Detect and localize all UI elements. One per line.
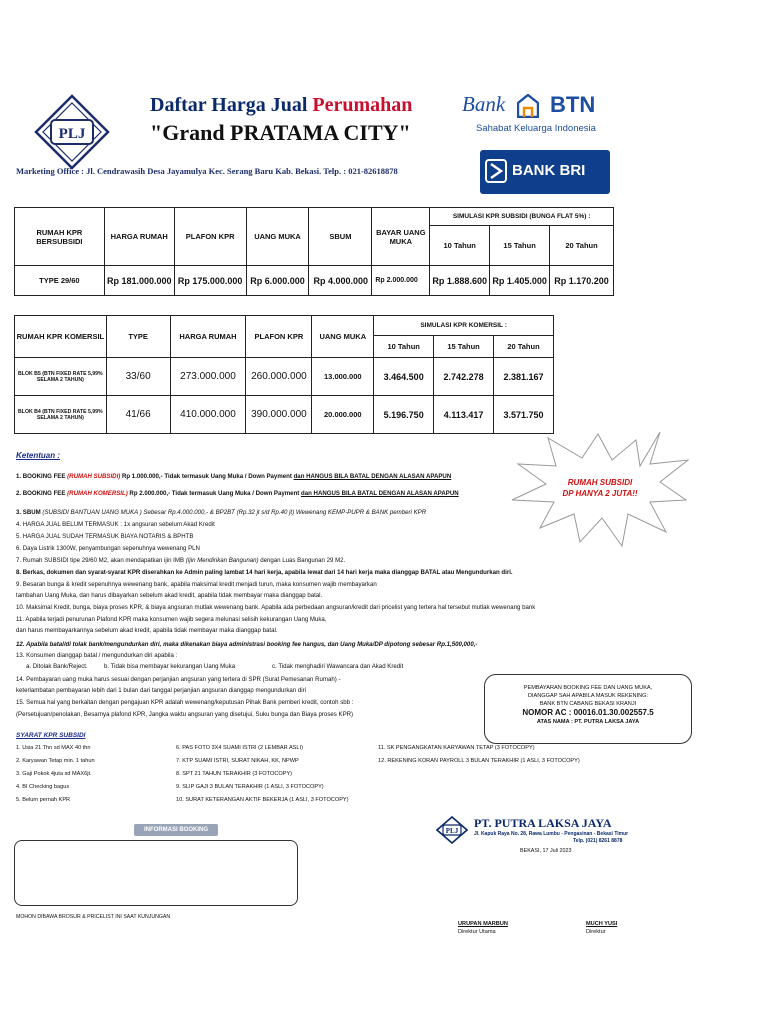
house-icon (517, 94, 539, 118)
ketentuan-item-13: 13. Konsumen dianggap batal / mengundurkan diri apabila : (16, 652, 178, 659)
ketentuan-title: Ketentuan : (16, 451, 60, 460)
ketentuan-item-8: 8. Berkas, dokumen dan syarat-syarat KPR diserahkan ke Admin paling lambat 14 hari kerja, apabila lewat dari 14 hari kerja maka dianggap BATAL atau Mengundurkan diri. (16, 569, 513, 576)
syarat-item: 4. BI Checking bagus (16, 784, 70, 790)
ketentuan-item-13c: c. Tidak menghadiri Wawancara dan Akad Kredit (272, 663, 404, 670)
syarat-item: 5. Belum pernah KPR (16, 797, 71, 803)
project-name: "Grand PRATAMA CITY" (150, 120, 411, 145)
footnote: MOHON DIBAWA BROSUR & PRICELIST INI SAAT KUNJUNGAN (16, 914, 171, 920)
header-uang-muka: UANG MUKA (246, 208, 309, 266)
header-type: TYPE (106, 316, 170, 358)
ketentuan-item-12: 12. Apabila batal/di tolak bank/mengundurkan diri, maka dikenakan biaya administrasi booking fee hangus, dan Uang Muka/DP dipotong sebesar Rp.1,500,000,- (16, 641, 478, 648)
company-name: PT. PUTRA LAKSA JAYA (474, 816, 612, 830)
ketentuan-item-9b: tambahan Uang Muka, dan harus dibayarkan sebelum akad kredit, apabila tidak membayar maka dianggap batal. (16, 592, 323, 599)
btn-name: BTN (550, 92, 596, 117)
komersil-sim-20: 3.571.750 (494, 396, 554, 434)
header-uang-muka-komersil: UANG MUKA (312, 316, 374, 358)
company-address: Jl. Kapuk Raya No. 28, Rawa Lumbu - Pengasinan - Bekasi Timur (474, 831, 629, 837)
header-simulasi-komersil: SIMULASI KPR KOMERSIL : (374, 316, 554, 336)
komersil-sim-20: 2.381.167 (494, 358, 554, 396)
payment-info-box (484, 674, 692, 744)
subsidi-sim-20: Rp 1.170.200 (550, 266, 614, 296)
company-logo-text: PLJ (445, 827, 459, 835)
header-rumah-subsidi: RUMAH KPR BERSUBSIDI (15, 208, 105, 266)
ketentuan-item-7: 7. Rumah SUBSIDI tipe 29/60 M2, akan mendapatkan ijin IMB (Ijin Mendirikan Bangunan) dengan Luas Bangunan 29 M2. (16, 557, 346, 564)
ketentuan-item-10: 10. Maksimal Kredit, bunga, biaya proses KPR, & biaya angsuran mutlak wewenang bank. Apabila ada perbedaan angsuran/kredit dari pricelist yang tertera hal tersebut mutlak wewenang bank (16, 604, 536, 611)
signer-1-name: URUPAN MARBUN (458, 921, 508, 927)
ketentuan-item-3: 3. SBUM (SUBSIDI BANTUAN UANG MUKA ) Sebesar Rp.4.000.000,- & BP2BT (Rp.32 jt s/d Rp.40 jt) Wewenang KEMP-PUPR & BANK pemberi KPR (16, 509, 427, 516)
syarat-item: 7. KTP SUAMI ISTRI, SURAT NIKAH, KK, NPWP (176, 758, 299, 764)
subsidi-type: TYPE 29/60 (15, 266, 105, 296)
ketentuan-item-6: 6. Daya Listrik 1300W, penyambungan sepenuhnya wewenang PLN (16, 545, 200, 552)
tenor-20: 20 Tahun (550, 226, 614, 266)
tenor-15: 15 Tahun (490, 226, 550, 266)
syarat-item: 2. Karyawan Tetap min. 1 tahun (16, 758, 95, 764)
ketentuan-item-11a: 11. Apabila terjadi penurunan Plafond KPR maka konsumen wajib segera melunasi selisih kekurangan Uang Muka, (16, 616, 327, 623)
company-logo (436, 816, 468, 844)
komersil-tenor-20: 20 Tahun (494, 336, 554, 358)
promo-line-2: DP HANYA 2 JUTA!! (562, 489, 638, 498)
komersil-uang-muka: 20.000.000 (312, 396, 374, 434)
syarat-item: 11. SK PENGANGKATAN KARYAWAN TETAP (3 FOTOCOPY) (378, 745, 535, 751)
komersil-table (14, 315, 554, 434)
ketentuan-item-2: 2. BOOKING FEE (RUMAH KOMERSIL) Rp 2.000.000,- Tidak termasuk Uang Muka / Down Payment dan HANGUS BILA BATAL DENGAN ALASAN APAPUN (16, 490, 459, 497)
ketentuan-item-14a: 14. Pembayaran uang muka harus sesuai dengan perjanjian angsuran yang tertera di SPR (Surat Pemesanan Rumah) - (16, 676, 341, 683)
subsidi-harga: Rp 181.000.000 (104, 266, 174, 296)
ketentuan-item-1: 1. BOOKING FEE (RUMAH SUBSIDI) Rp 1.000.000,- Tidak termasuk Uang Muka / Down Payment dan HANGUS BILA BATAL DENGAN ALASAN APAPUN (16, 473, 452, 480)
subsidi-sim-15: Rp 1.405.000 (490, 266, 550, 296)
btn-tagline: Sahabat Keluarga Indonesia (476, 123, 596, 134)
komersil-tenor-10: 10 Tahun (374, 336, 434, 358)
header-harga-rumah: HARGA RUMAH (104, 208, 174, 266)
komersil-sim-15: 2.742.278 (434, 358, 494, 396)
syarat-item: 9. SLIP GAJI 3 BULAN TERAKHIR (1 ASLI, 3 FOTOCOPY) (176, 784, 324, 790)
header-sbum: SBUM (309, 208, 372, 266)
ketentuan-item-15a: 15. Semua hal yang berkaitan dengan pengajuan KPR adalah wewenang/keputusan Pihak Bank pemberi kredit, contoh sbb : (16, 699, 354, 706)
payment-account-name: ATAS NAMA : PT. PUTRA LAKSA JAYA (536, 719, 640, 725)
syarat-item: 8. SPT 21 TAHUN TERAKHIR (3 FOTOCOPY) (176, 771, 293, 777)
komersil-plafon: 390.000.000 (246, 396, 312, 434)
header-rumah-komersil: RUMAH KPR KOMERSIL (15, 316, 107, 358)
promo-line-1: RUMAH SUBSIDI (567, 478, 633, 487)
page-title (150, 94, 412, 117)
ketentuan-item-4: 4. HARGA JUAL BELUM TERMASUK : 1x angsuran sebelum Akad Kredit (16, 521, 215, 528)
subsidi-bayar: Rp 2.000.000 (372, 266, 430, 296)
komersil-harga: 410.000.000 (170, 396, 246, 434)
header-simulasi-subsidi: SIMULASI KPR SUBSIDI (BUNGA FLAT 5%) : (430, 208, 614, 226)
signer-2-name: MUCH YUSI (586, 921, 618, 927)
title-highlight: Perumahan (312, 94, 413, 116)
tenor-10: 10 Tahun (430, 226, 490, 266)
payment-line-2: DIANGGAP SAH APABILA MASUK REKENING: (527, 693, 649, 699)
komersil-type: 41/66 (106, 396, 170, 434)
btn-logo (462, 92, 612, 140)
company-telp: Telp. (021) 8261 8878 (573, 838, 623, 844)
bri-name: BANK BRI (512, 162, 586, 179)
syarat-item: 3. Gaji Pokok 4juta sd MAX6jt. (16, 771, 92, 777)
header-harga-rumah-komersil: HARGA RUMAH (170, 316, 246, 358)
promo-text (540, 477, 660, 499)
marketing-office: Marketing Office : Jl. Cendrawasih Desa Jayamulya Kec. Serang Baru Kab. Bekasi. Telp. : 021-82618878 (16, 166, 398, 176)
plj-logo-text: PLJ (58, 126, 86, 142)
komersil-plafon: 260.000.000 (246, 358, 312, 396)
signer-1-role: Direktur Utama (458, 929, 496, 935)
plj-logo (34, 94, 110, 170)
ketentuan-item-11b: dan harus membayarkannya sebelum akad kredit, apabila tidak membayar maka dianggap batal. (16, 627, 278, 634)
syarat-item: 6. PAS FOTO 3X4 SUAMI ISTRI (2 LEMBAR ASLI) (176, 745, 303, 751)
ketentuan-item-13b: b. Tidak bisa membayar kekurangan Uang Muka (104, 663, 236, 670)
syarat-item: 12. REKENING KORAN PAYROLL 3 BULAN TERAKHIR (1 ASLI, 3 FOTOCOPY) (378, 758, 580, 764)
subsidi-uang-muka: Rp 6.000.000 (246, 266, 309, 296)
subsidi-sim-10: Rp 1.888.600 (430, 266, 490, 296)
ketentuan-item-14b: keterlambatan pembayaran lebih dari 1 bulan dari tanggal perjanjian angsuran dianggap mengundurkan diri (16, 687, 306, 694)
ketentuan-item-9a: 9. Besaran bunga & kredit sepenuhnya wewenang bank, apabila maksimal kredit menjadi turun, maka konsumen wajib membayarkan (16, 581, 377, 588)
subsidi-plafon: Rp 175.000.000 (174, 266, 246, 296)
komersil-uang-muka: 13.000.000 (312, 358, 374, 396)
komersil-tenor-15: 15 Tahun (434, 336, 494, 358)
header-plafon-kpr-komersil: PLAFON KPR (246, 316, 312, 358)
komersil-sim-10: 3.464.500 (374, 358, 434, 396)
ketentuan-item-5: 5. HARGA JUAL SUDAH TERMASUK BIAYA NOTARIS & BPHTB (16, 533, 194, 540)
header-plafon-kpr: PLAFON KPR (174, 208, 246, 266)
ketentuan-item-13a: a. Ditolak Bank/Reject. (26, 663, 88, 670)
syarat-item: 10. SURAT KETERANGAN AKTIF BEKERJA (1 ASLI, 3 FOTOCOPY) (176, 797, 349, 803)
payment-line-1: PEMBAYARAN BOOKING FEE DAN UANG MUKA, (523, 685, 653, 691)
header-bayar-uang-muka: BAYAR UANG MUKA (372, 208, 430, 266)
syarat-item: 1. Usia 21 Thn sd MAX 40 thn (16, 745, 91, 751)
ketentuan-item-15b: (Persetujuan/penolakan, Besarnya plafond KPR, Jangka waktu angsuran yang disetujui, Suku bunga dan Biaya proses KPR) (16, 711, 354, 718)
payment-line-3: BANK BTN CABANG BEKASI KRANJI (539, 701, 637, 707)
signer-2-role: Direktur (586, 929, 606, 935)
subsidi-table (14, 207, 614, 296)
informasi-booking-box[interactable] (14, 840, 298, 906)
syarat-title: SYARAT KPR SUBSIDI (16, 732, 86, 739)
komersil-type: 33/60 (106, 358, 170, 396)
btn-bank-label: Bank (462, 92, 506, 116)
komersil-blok: BLOK B5 (BTN FIXED RATE 5,99% SELAMA 2 TAHUN) (15, 358, 107, 396)
document-date: BEKASI, 17 Juli 2023 (520, 848, 572, 854)
bri-logo (480, 150, 610, 194)
komersil-sim-15: 4.113.417 (434, 396, 494, 434)
komersil-sim-10: 5.196.750 (374, 396, 434, 434)
informasi-booking-button[interactable]: INFORMASI BOOKING (134, 824, 218, 836)
title-prefix: Daftar Harga Jual (150, 94, 308, 116)
subsidi-sbum: Rp 4.000.000 (309, 266, 372, 296)
komersil-harga: 273.000.000 (170, 358, 246, 396)
bri-mark-icon (485, 159, 507, 183)
payment-account-number: NOMOR AC : 00016.01.30.002557.5 (522, 708, 654, 717)
komersil-blok: BLOK B4 (BTN FIXED RATE 5,99% SELAMA 2 TAHUN) (15, 396, 107, 434)
